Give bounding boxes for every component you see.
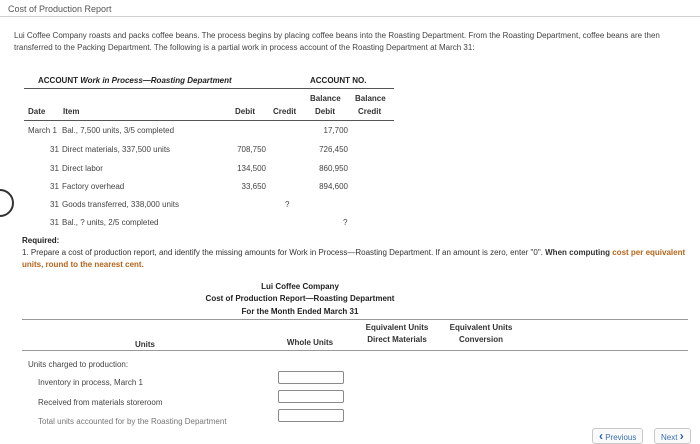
problem-intro: Lui Coffee Company roasts and packs coffee beans. The process begins by placing coffee beans into the Roasting Department. From the Roasting Department, coffee beans are then transferred to the Packing Department. The following is a partial work in process account of the Roasting Department at March 31: xyxy=(14,31,660,52)
row-balance-debit: 894,600 xyxy=(319,182,348,191)
item-header: Item xyxy=(63,107,80,116)
row-date: 31 xyxy=(50,182,59,191)
account-top-rule xyxy=(24,88,394,89)
next-label: Next xyxy=(661,433,678,442)
row-item: Direct materials, 337,500 units xyxy=(62,145,171,154)
row-date: 31 xyxy=(50,145,59,154)
row-balance-debit: 17,700 xyxy=(323,126,348,135)
row-item: Bal., 7,500 units, 3/5 completed xyxy=(62,126,175,135)
balance-header-1: Balance xyxy=(310,94,341,103)
eu-dm-header-2: Direct Materials xyxy=(367,335,427,344)
row-credit-missing: ? xyxy=(285,200,290,209)
inventory-march1-whole-units-input[interactable] xyxy=(278,371,344,384)
required-instruction: 1. Prepare a cost of production report, and identify the missing amounts for Work in Process—Roasting Department. If an amount is zero, enter "0". When computing cost per equivalent units, round to the nearest cent. xyxy=(22,248,686,269)
row-balance-missing: ? xyxy=(343,218,348,227)
report-row-label: Inventory in process, March 1 xyxy=(38,378,143,387)
received-storeroom-whole-units-input[interactable] xyxy=(278,390,344,403)
row-balance-debit: 860,950 xyxy=(319,164,348,173)
eu-dm-header-1: Equivalent Units xyxy=(365,323,429,332)
units-header: Units xyxy=(135,340,155,349)
date-header: Date xyxy=(28,107,46,116)
title-divider xyxy=(0,16,700,17)
previous-button[interactable] xyxy=(592,428,643,444)
account-title: ACCOUNT Work in Process—Roasting Department xyxy=(38,76,232,85)
row-debit: 708,750 xyxy=(237,145,266,154)
row-item: Factory overhead xyxy=(62,182,125,191)
row-debit: 33,650 xyxy=(241,182,266,191)
next-button[interactable] xyxy=(654,428,691,444)
report-header-rule xyxy=(22,350,688,351)
row-balance-debit: 726,450 xyxy=(319,145,348,154)
report-name: Cost of Production Report—Roasting Department xyxy=(205,294,395,303)
row-date: 31 xyxy=(50,164,59,173)
eu-conv-header-1: Equivalent Units xyxy=(449,323,513,332)
row-debit: 134,500 xyxy=(237,164,266,173)
eu-conv-header-2: Conversion xyxy=(458,335,503,344)
row-date: 31 xyxy=(50,218,59,227)
chevron-right-icon: › xyxy=(679,429,684,443)
account-no-label: ACCOUNT NO. xyxy=(310,76,367,85)
row-item: Direct labor xyxy=(62,164,103,173)
header-bottom-rule xyxy=(24,120,394,121)
report-row-label: Total units accounted for by the Roasting Department xyxy=(38,417,227,426)
report-period: For the Month Ended March 31 xyxy=(241,307,359,316)
credit-header: Credit xyxy=(273,107,297,116)
report-row-label: Received from materials storeroom xyxy=(38,398,163,407)
report-top-rule xyxy=(22,319,688,320)
balance-credit-header: Credit xyxy=(358,107,382,116)
balance-header-2: Balance xyxy=(355,94,386,103)
row-item: Bal., ? units, 2/5 completed xyxy=(62,218,159,227)
row-item: Goods transferred, 338,000 units xyxy=(62,200,179,209)
debit-header: Debit xyxy=(235,107,255,116)
report-company: Lui Coffee Company xyxy=(261,282,339,291)
row-date: 31 xyxy=(50,200,59,209)
previous-label: Previous xyxy=(605,433,637,442)
side-nav-circle[interactable] xyxy=(0,189,14,217)
row-date: March 1 xyxy=(28,126,57,135)
page-title: Cost of Production Report xyxy=(8,4,112,14)
required-label: Required: xyxy=(22,236,60,245)
units-charged-heading: Units charged to production: xyxy=(28,360,129,369)
chevron-left-icon: ‹ xyxy=(599,429,603,443)
balance-debit-header: Debit xyxy=(315,107,335,116)
whole-units-header: Whole Units xyxy=(286,338,334,347)
total-units-accounted-input[interactable] xyxy=(278,409,344,422)
